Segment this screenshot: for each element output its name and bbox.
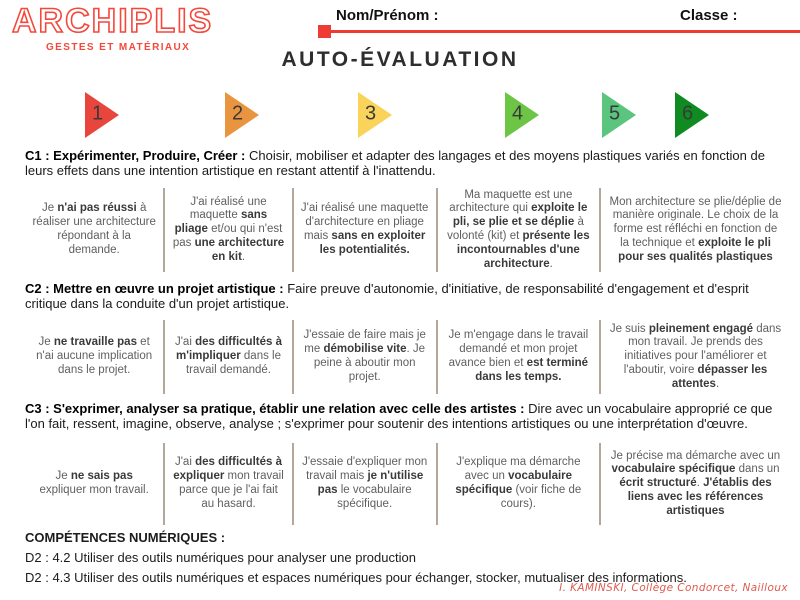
app-logo: ARCHIPLIS bbox=[12, 2, 214, 40]
level-descriptor-cell: J'essaie d'expliquer mon travail mais je n'utilise pas le vocabulaire spécifique. bbox=[302, 456, 428, 510]
red-rule bbox=[324, 30, 800, 33]
scale-level-3 bbox=[358, 92, 394, 138]
level-descriptor-cell: Je suis pleinement engagé dans mon travail. Je prends des initiatives pour l'améliorer et l'aboutir, voire dépasser les attentes. bbox=[609, 322, 782, 390]
c2-heading: C2 : Mettre en œuvre un projet artistique : Faire preuve d'autonomie, d'initiative, de responsabilité d'engagement et d'esprit critique dans la conduite d'un projet artistique. bbox=[25, 281, 749, 312]
c1-heading: C1 : Expérimenter, Produire, Créer : Choisir, mobiliser et adapter des langages et des moyens plastiques variés en fonction de leurs effets dans une intention artistique en restant attentif à l'inattendu. bbox=[25, 148, 765, 179]
level-descriptor-cell: Je ne travaille pas et n'ai aucune implication dans le projet. bbox=[36, 336, 153, 376]
level-descriptor-cell: J'essaie de faire mais je me démobilise vite. Je peine à aboutir mon projet. bbox=[303, 329, 426, 383]
scale-level-number: 3 bbox=[365, 102, 377, 125]
class-field-label: Classe : bbox=[680, 7, 738, 24]
logo-subtitle: GESTES ET MATÉRIAUX bbox=[46, 42, 191, 53]
digital-competence-item: D2 : 4.2 Utiliser des outils numériques pour analyser une production bbox=[25, 550, 416, 565]
rating-scale bbox=[0, 92, 800, 140]
level-descriptor-cell: Mon architecture se plie/déplie de manière originale. Le choix de la forme est réfléchi en fonction de la technique et exploite le pli pour ses qualités plastiques bbox=[609, 195, 782, 263]
scale-level-1 bbox=[85, 92, 121, 138]
scale-level-4 bbox=[505, 92, 541, 138]
name-field-label: Nom/Prénom : bbox=[336, 7, 439, 24]
level-descriptor-cell: Je n'ai pas réussi à réaliser une architecture répondant à la demande. bbox=[32, 202, 156, 256]
scale-level-number: 1 bbox=[92, 102, 104, 125]
author-credit: I. KAMINSKI, Collège Condorcet, Nailloux bbox=[559, 582, 788, 594]
scale-level-5 bbox=[602, 92, 638, 138]
scale-level-6 bbox=[675, 92, 711, 138]
digital-competence-item: D2 : 4.3 Utiliser des outils numériques et espaces numériques pour échanger, stocker, mutualiser des informations. bbox=[25, 570, 687, 585]
c3-heading: C3 : S'exprimer, analyser sa pratique, établir une relation avec celle des artistes : Dire avec un vocabulaire approprié ce que l'on fait, ressent, imagine, observe, analyse ; s'exprimer pour soutenir des intentions artistiques ou une interprétation d'œuvre. bbox=[25, 401, 773, 432]
scale-level-number: 2 bbox=[232, 102, 244, 125]
scale-level-number: 4 bbox=[512, 102, 524, 125]
level-descriptor-cell: Ma maquette est une architecture qui exploite le pli, se plie et se déplie à volonté (kit) et présente les incontournables d'une architecture. bbox=[447, 188, 590, 270]
level-descriptor-cell: J'explique ma démarche avec un vocabulaire spécifique (voir fiche de cours). bbox=[455, 456, 582, 510]
scale-level-number: 6 bbox=[682, 102, 694, 125]
c3-level-row bbox=[25, 441, 790, 527]
c1-level-row bbox=[25, 186, 790, 274]
level-descriptor-cell: Je m'engage dans le travail demandé et mon projet avance bien et est terminé dans les temps. bbox=[448, 329, 589, 383]
scale-level-2 bbox=[225, 92, 261, 138]
c2-level-row bbox=[25, 318, 790, 396]
level-descriptor-cell: Je précise ma démarche avec un vocabulaire spécifique dans un écrit structuré. J'établis des liens avec les références artistiques bbox=[610, 449, 781, 517]
level-descriptor-cell: J'ai des difficultés à expliquer mon travail parce que je l'ai fait au hasard. bbox=[173, 456, 284, 510]
level-descriptor-cell: J'ai réalisé une maquette sans pliage et/ou qui n'est pas une architecture en kit. bbox=[172, 195, 285, 263]
level-descriptor-cell: J'ai réalisé une maquette d'architecture en pliage mais sans en exploiter les potentialités. bbox=[300, 202, 429, 256]
level-descriptor-cell: J'ai des difficultés à m'impliquer dans le travail demandé. bbox=[174, 336, 282, 376]
scale-level-number: 5 bbox=[609, 102, 621, 125]
digital-competences-title: COMPÉTENCES NUMÉRIQUES : bbox=[25, 530, 226, 545]
digital-competences-block bbox=[25, 530, 687, 590]
page-title: AUTO-ÉVALUATION bbox=[281, 48, 519, 71]
level-descriptor-cell: Je ne sais pas expliquer mon travail. bbox=[39, 470, 149, 496]
